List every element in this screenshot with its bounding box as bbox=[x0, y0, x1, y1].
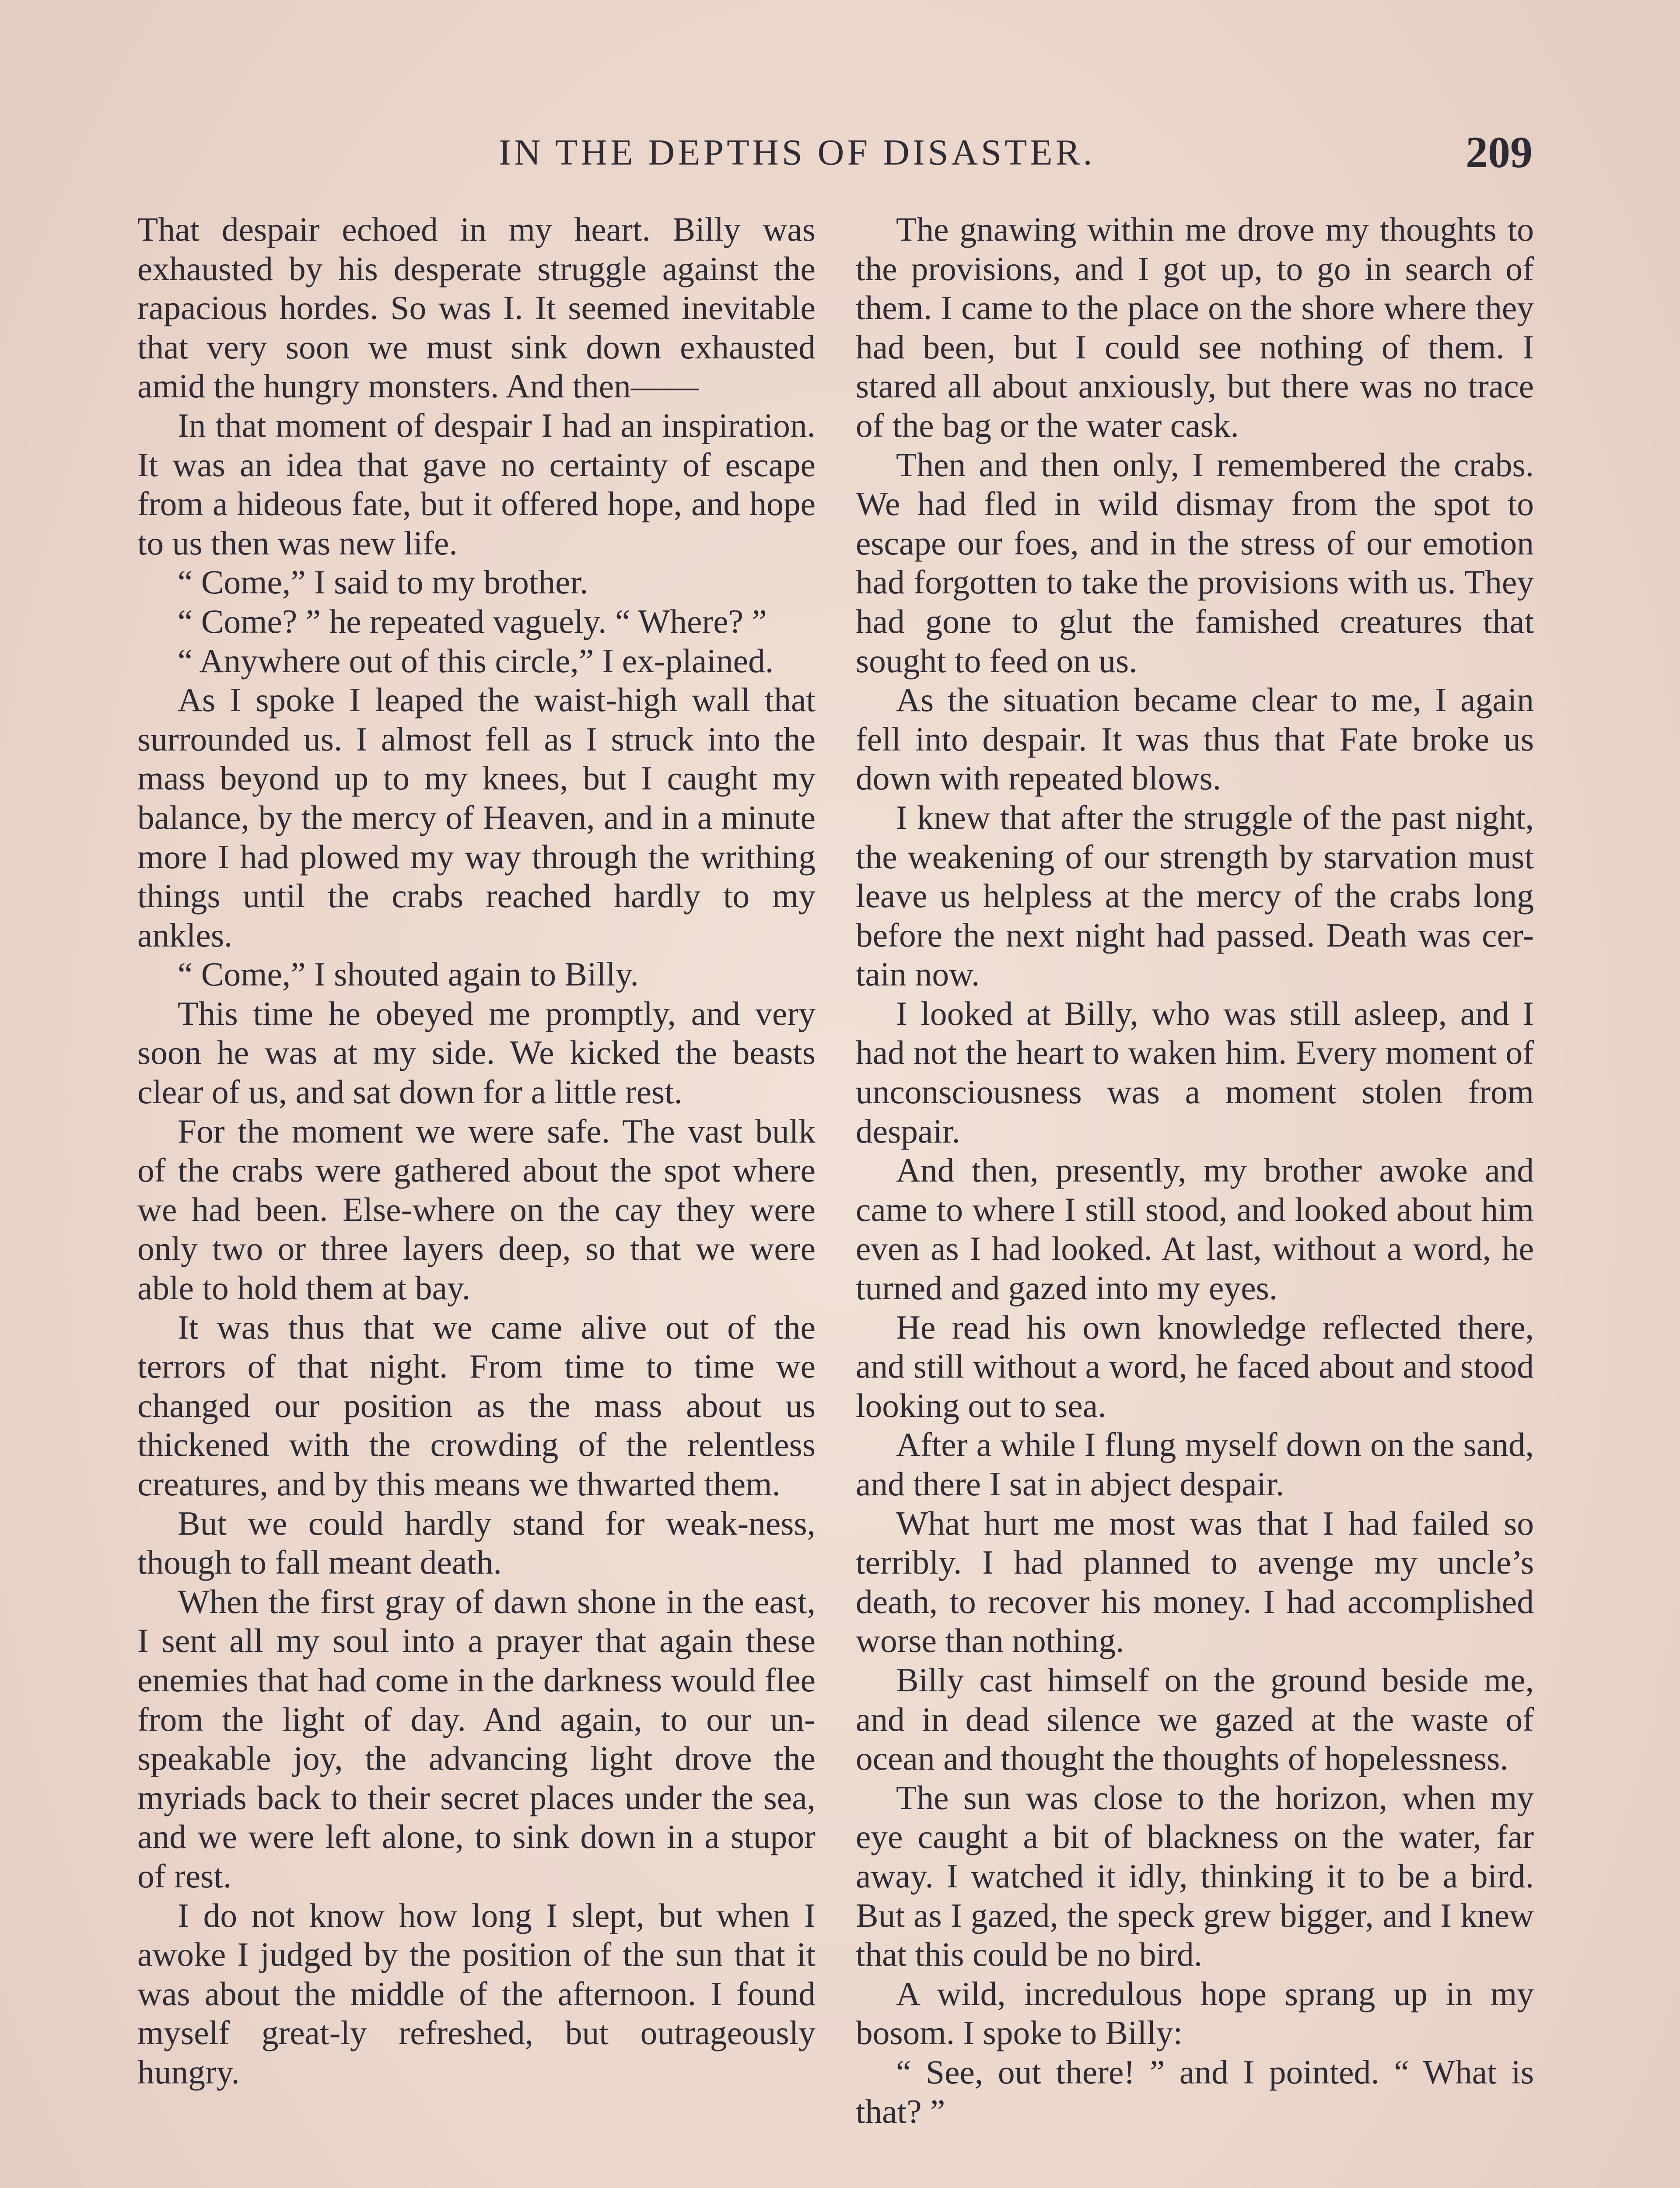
paragraph: In that moment of despair I had an inspiration. It was an idea that gave no certainty of escape from a hideous fate, but it offered hope, and hope to us then was new life. bbox=[137, 406, 816, 562]
paragraph: As the situation became clear to me, I again fell into despair. It was thus that Fate broke us down with repeated blows. bbox=[856, 681, 1534, 797]
paragraph: A wild, incredulous hope sprang up in my bosom. I spoke to Billy: bbox=[856, 1974, 1534, 2052]
paragraph: This time he obeyed me promptly, and very soon he was at my side. We kicked the beasts clear of us, and sat down for a little rest. bbox=[137, 994, 816, 1111]
paragraph: As I spoke I leaped the waist-high wall that surrounded us. I almost fell as I struck into the mass beyond up to my knees, but I caught my balance, by the mercy of Heaven, and in a minute more I had plowed my way through the writhing things until the crabs reached hardly to my ankles. bbox=[137, 681, 816, 954]
page-header bbox=[0, 127, 1680, 188]
paragraph: When the first gray of dawn shone in the east, I sent all my soul into a prayer that again these enemies that had come in the darkness would flee from the light of day. And again, to our un-speakable joy, the advancing light drove the myriads back to their secret places under the sea, and we were left alone, to sink down in a stupor of rest. bbox=[137, 1582, 816, 1895]
paragraph: I knew that after the struggle of the past night, the weakening of our strength by starvation must leave us helpless at the mercy of the crabs long before the next night had passed. Death was cer-tain now. bbox=[856, 798, 1534, 993]
paragraph: But we could hardly stand for weak-ness, though to fall meant death. bbox=[137, 1504, 816, 1581]
left-column bbox=[137, 210, 816, 2092]
paragraph: Billy cast himself on the ground beside me, and in dead silence we gazed at the waste of ocean and thought the thoughts of hopelessness. bbox=[856, 1661, 1534, 1778]
paragraph: Then and then only, I remembered the crabs. We had fled in wild dismay from the spot to escape our foes, and in the stress of our emotion had forgotten to take the provisions with us. They had gone to glut the famished creatures that sought to feed on us. bbox=[856, 445, 1534, 680]
paragraph: He read his own knowledge reflected there, and still without a word, he faced about and stood looking out to sea. bbox=[856, 1308, 1534, 1424]
paragraph: What hurt me most was that I had failed so terribly. I had planned to avenge my uncle’s death, to recover his money. I had accomplished worse than nothing. bbox=[856, 1504, 1534, 1660]
right-column bbox=[856, 210, 1534, 2131]
paragraph: I looked at Billy, who was still asleep, and I had not the heart to waken him. Every moment of unconsciousness was a moment stolen from despair. bbox=[856, 994, 1534, 1150]
paragraph: “ Come? ” he repeated vaguely. “ Where? ” bbox=[178, 602, 767, 640]
paragraph: That despair echoed in my heart. Billy was exhausted by his desperate struggle against the rapacious hordes. So was I. It seemed inevitable that very soon we must sink down exhausted amid the hungry monsters. And then—— bbox=[137, 210, 816, 405]
paragraph: “ Anywhere out of this circle,” I ex-plained. bbox=[178, 642, 774, 680]
paragraph: “ See, out there! ” and I pointed. “ What is that? ” bbox=[856, 2053, 1534, 2130]
paragraph: And then, presently, my brother awoke and came to where I still stood, and looked about him even as I had looked. At last, without a word, he turned and gazed into my eyes. bbox=[856, 1151, 1534, 1307]
paragraph: The sun was close to the horizon, when my eye caught a bit of blackness on the water, far away. I watched it idly, thinking it to be a bird. But as I gazed, the speck grew bigger, and I knew that this could be no bird. bbox=[856, 1778, 1534, 1974]
running-title: IN THE DEPTHS OF DISASTER. bbox=[499, 132, 1096, 173]
paragraph: The gnawing within me drove my thoughts to the provisions, and I got up, to go in search of them. I came to the place on the shore where they had been, but I could see nothing of them. I stared all about anxiously, but there was no trace of the bag or the water cask. bbox=[856, 210, 1534, 444]
paragraph: It was thus that we came alive out of the terrors of that night. From time to time we changed our position as the mass about us thickened with the crowding of the relentless creatures, and by this means we thwarted them. bbox=[137, 1308, 816, 1503]
paragraph: “ Come,” I shouted again to Billy. bbox=[178, 955, 639, 993]
page-number: 209 bbox=[1466, 128, 1533, 177]
paragraph: After a while I flung myself down on the sand, and there I sat in abject despair. bbox=[856, 1426, 1534, 1503]
paragraph: I do not know how long I slept, but when I awoke I judged by the position of the sun that it was about the middle of the afternoon. I found myself great-ly refreshed, but outrageously hungry. bbox=[137, 1896, 816, 2091]
paragraph: For the moment we were safe. The vast bulk of the crabs were gathered about the spot where we had been. Else-where on the cay they were only two or three layers deep, so that we were able to hold them at bay. bbox=[137, 1112, 816, 1307]
paragraph: “ Come,” I said to my brother. bbox=[178, 563, 588, 601]
